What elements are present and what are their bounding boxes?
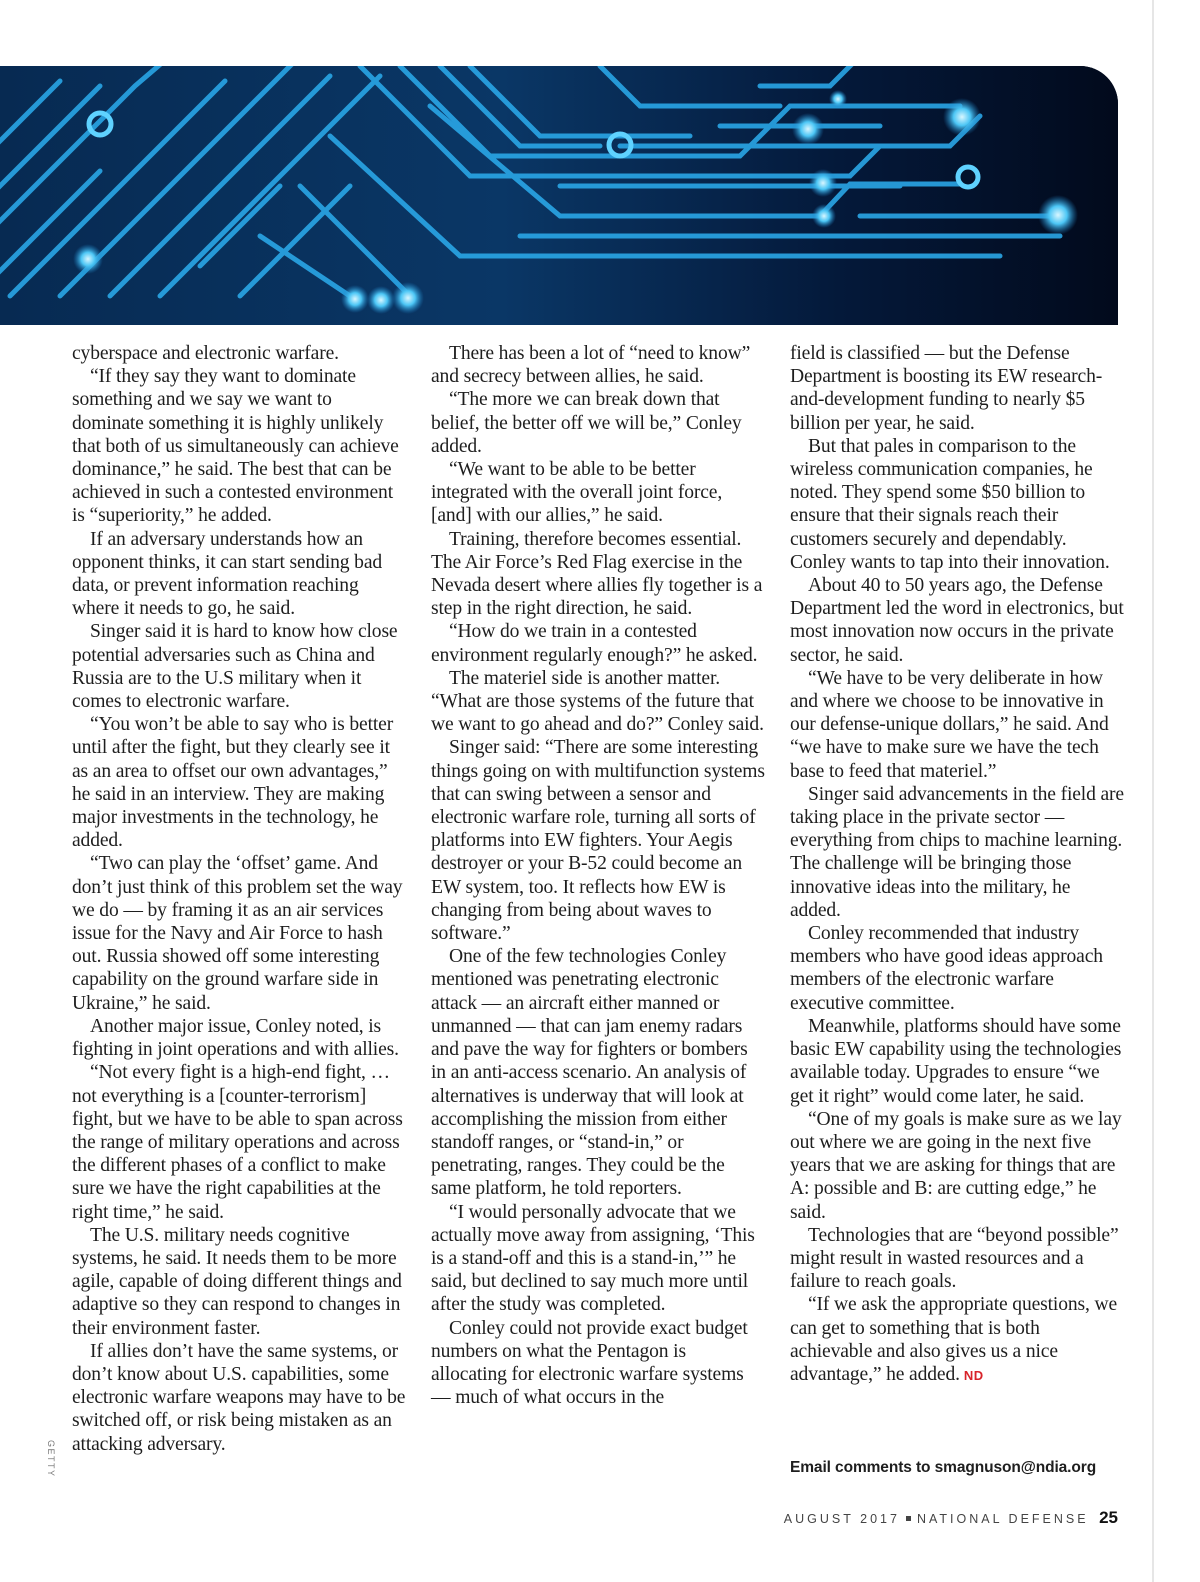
- paragraph: “How do we train in a contested environment regularly enough?” he asked.: [431, 621, 758, 666]
- paragraph: If allies don’t have the same systems, or don’t know about U.S. capabilities, some electronic warfare weapons may have to be switched off, or risk being mistaken as an attacking adversary.: [72, 1340, 406, 1455]
- paragraph: “Not every fight is a high-end fight, … not everything is a [counter-terrorism] fight, but we have to be able to span across the range of military operations and across the different phases of a conflict to make sure we have the right capabilities at the right time,” he said.: [72, 1062, 403, 1223]
- paragraph: The U.S. military needs cognitive systems, he said. It needs them to be more agile, capable of doing different things and adaptive so they can respond to changes in their environment faster.: [72, 1224, 402, 1339]
- paragraph: “We have to be very deliberate in how and where we choose to be innovative in our defense-unique dollars,” he said. And “we have to make sure we have the tech base to feed that materiel.”: [790, 667, 1109, 782]
- paragraph: Singer said: “There are some interesting things going on with multifunction systems that can swing between a sensor and electronic warfare role, turning all sorts of platforms into EW fighters. Your Aegis destroyer or your B-52 could become an EW system, too. It reflects how EW is changing from being about waves to software.”: [431, 737, 765, 945]
- paragraph: “You won’t be able to say who is better until after the fight, but they clearly see it as an area to offset our own advantages,” he said in an interview. They are making major investments in the technology, he added.: [72, 714, 394, 852]
- photo-credit: GETTY: [46, 1440, 56, 1478]
- end-of-article-mark: ND: [963, 1367, 984, 1383]
- paragraph: “I would personally advocate that we actually move away from assigning, ‘This is a stand-off and this is a stand-in,’” he said, but declined to say much more until after the study was completed.: [431, 1201, 755, 1316]
- issue-date: AUGUST 2017: [783, 1512, 900, 1526]
- paragraph: The materiel side is another matter. “What are those systems of the future that we want to go ahead and do?” Conley said.: [431, 667, 764, 736]
- page-footer: [700, 1508, 1118, 1528]
- paragraph: Technologies that are “beyond possible” might result in wasted resources and a failure to reach goals.: [790, 1224, 1119, 1293]
- paragraph: But that pales in comparison to the wireless communication companies, he noted. They spend some $50 billion to ensure that their signals reach their customers securely and dependably. Conley wants to tap into their innovation.: [790, 435, 1110, 573]
- article-column-2: [431, 342, 765, 1409]
- footer-separator: [906, 1516, 911, 1521]
- paragraph: About 40 to 50 years ago, the Defense Department led the word in electronics, but most innovation now occurs in the private sector, he said.: [790, 575, 1124, 666]
- paragraph: Meanwhile, platforms should have some basic EW capability using the technologies available today. Upgrades to ensure “we get it right” would come later, he said.: [790, 1015, 1122, 1107]
- paragraph: “Two can play the ‘offset’ game. And don’t just think of this problem set the way we do — by framing it as an air services issue for the Navy and Air Force to hash out. Russia showed off some interesting capability on the ground warfare side in Ukraine,” he said.: [72, 853, 403, 1014]
- publication-name: NATIONAL DEFENSE: [916, 1512, 1089, 1526]
- paragraph: cyberspace and electronic warfare.: [72, 343, 339, 364]
- paragraph: Training, therefore becomes essential. The Air Force’s Red Flag exercise in the Nevada desert where allies fly together is a step in the right direction, he said.: [431, 528, 763, 620]
- paragraph: Another major issue, Conley noted, is fighting in joint operations and with allies.: [72, 1015, 399, 1061]
- paragraph: field is classified — but the Defense Department is boosting its EW research-and-development funding to nearly $5 billion per year, he said.: [790, 343, 1103, 434]
- paragraph: There has been a lot of “need to know” and secrecy between allies, he said.: [431, 343, 751, 388]
- paragraph: If an adversary understands how an opponent thinks, it can start sending bad data, or prevent information reaching where it needs to go, he said.: [72, 528, 383, 620]
- paragraph: “If they say they want to dominate something and we say we want to dominate something it is highly unlikely that both of us simultaneously can achieve dominance,” he said. The best that can be achieved in such a contested environment is “superiority,” he added.: [72, 366, 399, 527]
- paragraph: “If we ask the appropriate questions, we can get to something that is both achievable and also gives us a nice advantage,” he added. ND: [790, 1294, 1118, 1385]
- page-edge-line: [1152, 0, 1154, 1582]
- email-comments-line[interactable]: Email comments to smagnuson@ndia.org: [790, 1459, 1097, 1476]
- article-column-3: [790, 342, 1124, 1387]
- article-column-1: [72, 342, 406, 1456]
- paragraph: “We want to be able to be better integrated with the overall joint force, [and] with our allies,” he said.: [431, 459, 723, 527]
- page-number: 25: [1099, 1508, 1118, 1527]
- paragraph: Conley recommended that industry members who have good ideas approach members of the electronic warfare executive committee.: [790, 923, 1103, 1014]
- paragraph: “One of my goals is make sure as we lay out where we are going in the next five years that we are asking for things that are A: possible and B: are cutting edge,” he said.: [790, 1108, 1122, 1223]
- paragraph: Conley could not provide exact budget numbers on what the Pentagon is allocating for electronic warfare systems — much of what occurs in the: [431, 1317, 748, 1409]
- circuit-board-banner: [0, 66, 1118, 325]
- paragraph: Singer said it is hard to know how close potential adversaries such as China and Russia are to the U.S military when it comes to electronic warfare.: [72, 621, 398, 713]
- paragraph: “The more we can break down that belief, the better off we will be,” Conley added.: [431, 389, 742, 457]
- paragraph: Singer said advancements in the field are taking place in the private sector — everything from chips to machine learning. The challenge will be bringing those innovative ideas into the military, he added.: [790, 783, 1124, 921]
- paragraph: One of the few technologies Conley mentioned was penetrating electronic attack — an aircraft either manned or unmanned — that can jam enemy radars and pave the way for fighters or bombers in an anti-access scenario. An analysis of alternatives is underway that will look at accomplishing the mission from either standoff ranges, or “stand-in,” or penetrating, ranges. They could be the same platform, he told reporters.: [431, 946, 748, 1200]
